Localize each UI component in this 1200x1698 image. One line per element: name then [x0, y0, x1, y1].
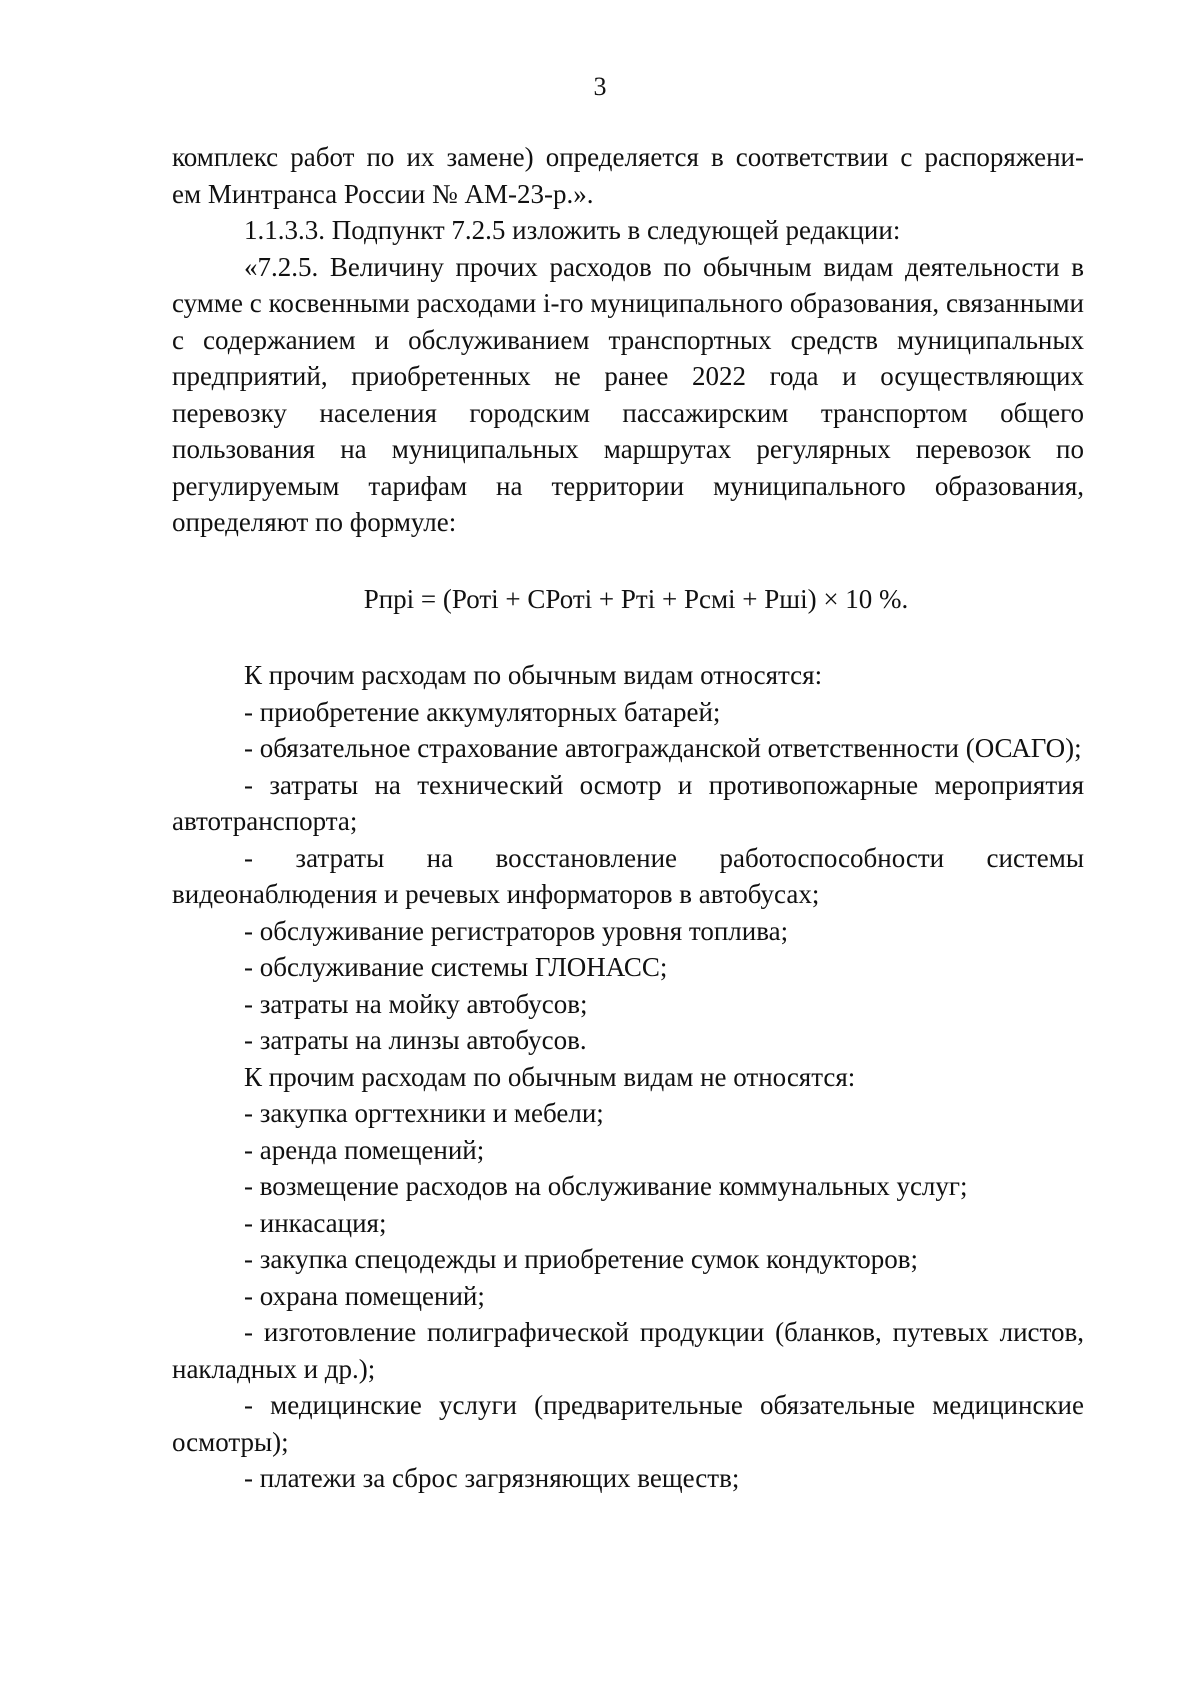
excluded-item: - изготовление полиграфической продукции (бланков, путевых листов, накладных и др.); — [172, 1317, 1084, 1384]
included-heading: К прочим расходам по обычным видам относятся: — [244, 660, 823, 690]
included-item: - затраты на восстановление работоспособности системы видеонаблюдения и речевых информаторов в автобусах; — [172, 842, 1084, 909]
excluded-item: - закупка оргтехники и мебели; — [244, 1098, 604, 1128]
page-number: 3 — [593, 72, 607, 101]
intro-line-1: комплекс работ по их замене) определяется в соответствии с распоряжени- — [172, 142, 1084, 172]
excluded-item: - медицинские услуги (предварительные обязательные медицинские осмотры); — [172, 1390, 1084, 1457]
expense-formula: Рпрi = (Роті + СРоті + Рті + Рсмі + Рші) × 10 %. — [363, 583, 909, 614]
excluded-item: - платежи за сброс загрязняющих веществ; — [244, 1463, 740, 1493]
excluded-item: - возмещение расходов на обслуживание коммунальных услуг; — [244, 1171, 968, 1201]
intro-line-2: ем Минтранса России № АМ-23-р.». — [172, 178, 594, 209]
clause-7-2-5: «7.2.5. Величину прочих расходов по обычным видам деятельности в сумме с косвенными расходами i-го муниципального образования, связанными с содержанием и обслуживанием транспортных средств муниципальных предприятий, приобретенных не ранее 2022 года и осуществляющих перевозку населения городским пассажирским транспортом общего пользования на муниципальных маршрутах регулярных перевозок по регулируемым тарифам на территории муниципального образования, определяют по формуле: — [172, 251, 1084, 537]
included-item: - обязательное страхование автогражданской ответственности (ОСАГО); — [244, 733, 1082, 763]
included-item: - обслуживание системы ГЛОНАСС; — [244, 952, 668, 982]
document-body — [172, 139, 1084, 1497]
included-item: - затраты на мойку автобусов; — [244, 988, 588, 1019]
included-item: - приобретение аккумуляторных батарей; — [244, 696, 721, 727]
subclause-heading: 1.1.3.3. Подпункт 7.2.5 изложить в следующей редакции: — [244, 215, 901, 245]
included-item: - обслуживание регистраторов уровня топлива; — [244, 915, 789, 946]
excluded-item: - закупка спецодежды и приобретение сумок кондукторов; — [244, 1244, 918, 1274]
excluded-item: - аренда помещений; — [244, 1134, 485, 1165]
excluded-item: - инкасация; — [244, 1207, 387, 1238]
included-item: - затраты на линзы автобусов. — [244, 1025, 587, 1055]
excluded-heading: К прочим расходам по обычным видам не относятся: — [244, 1061, 856, 1092]
excluded-item: - охрана помещений; — [244, 1280, 485, 1311]
included-item: - затраты на технический осмотр и противопожарные мероприятия автотранспорта; — [172, 769, 1084, 836]
